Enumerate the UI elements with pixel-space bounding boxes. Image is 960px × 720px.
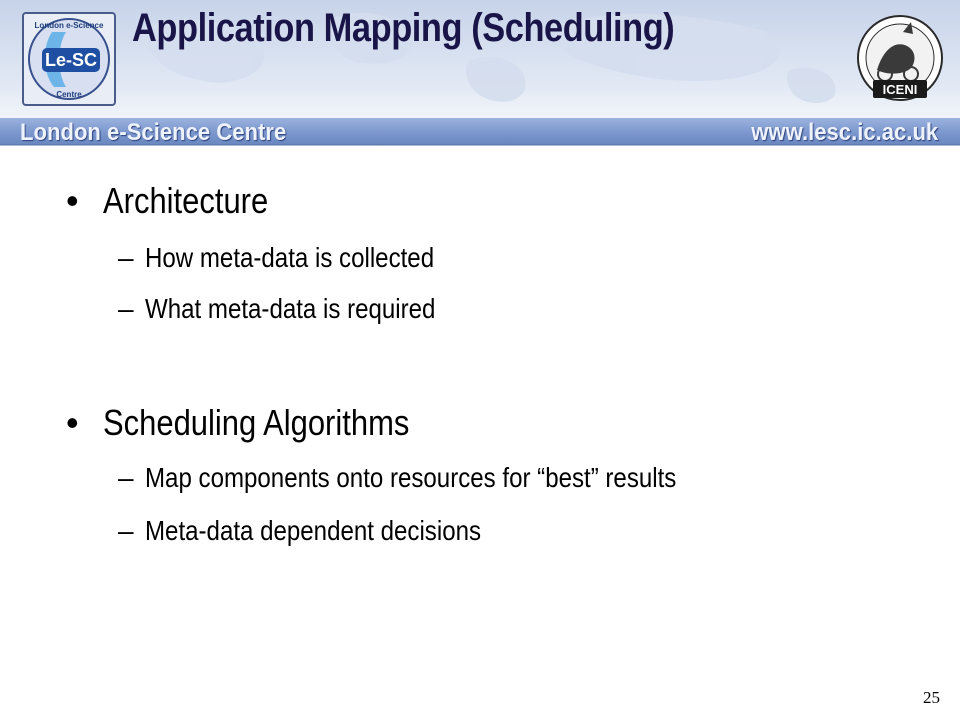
svg-text:ICENI: ICENI — [882, 82, 918, 97]
sub-bullet-label: Meta-data dependent decisions — [145, 515, 482, 546]
sub-bullet-label: Map components onto resources for “best” results — [145, 462, 677, 493]
sub-bullet-marker: – — [118, 515, 134, 546]
sub-bullet-marker: – — [118, 293, 134, 324]
bullet-marker: • — [66, 402, 79, 443]
bullet-label: Scheduling Algorithms — [103, 402, 410, 443]
svg-text:Centre: Centre — [56, 90, 82, 99]
sub-bullet-marker: – — [118, 462, 134, 493]
sub-bullet-label: What meta-data is required — [145, 293, 436, 324]
svg-text:London e-Science: London e-Science — [34, 21, 104, 30]
banner-organization: London e-Science Centre — [20, 119, 287, 146]
bullet-label: Architecture — [103, 180, 269, 221]
sub-bullet-label: How meta-data is collected — [145, 242, 435, 273]
page-number: 25 — [923, 688, 940, 707]
svg-text:Le-SC: Le-SC — [44, 50, 98, 70]
bullet-marker: • — [66, 180, 79, 221]
banner-url: www.lesc.ic.ac.uk — [751, 119, 938, 146]
slide-title: Application Mapping (Scheduling) — [132, 6, 675, 50]
sub-bullet-marker: – — [118, 242, 134, 273]
